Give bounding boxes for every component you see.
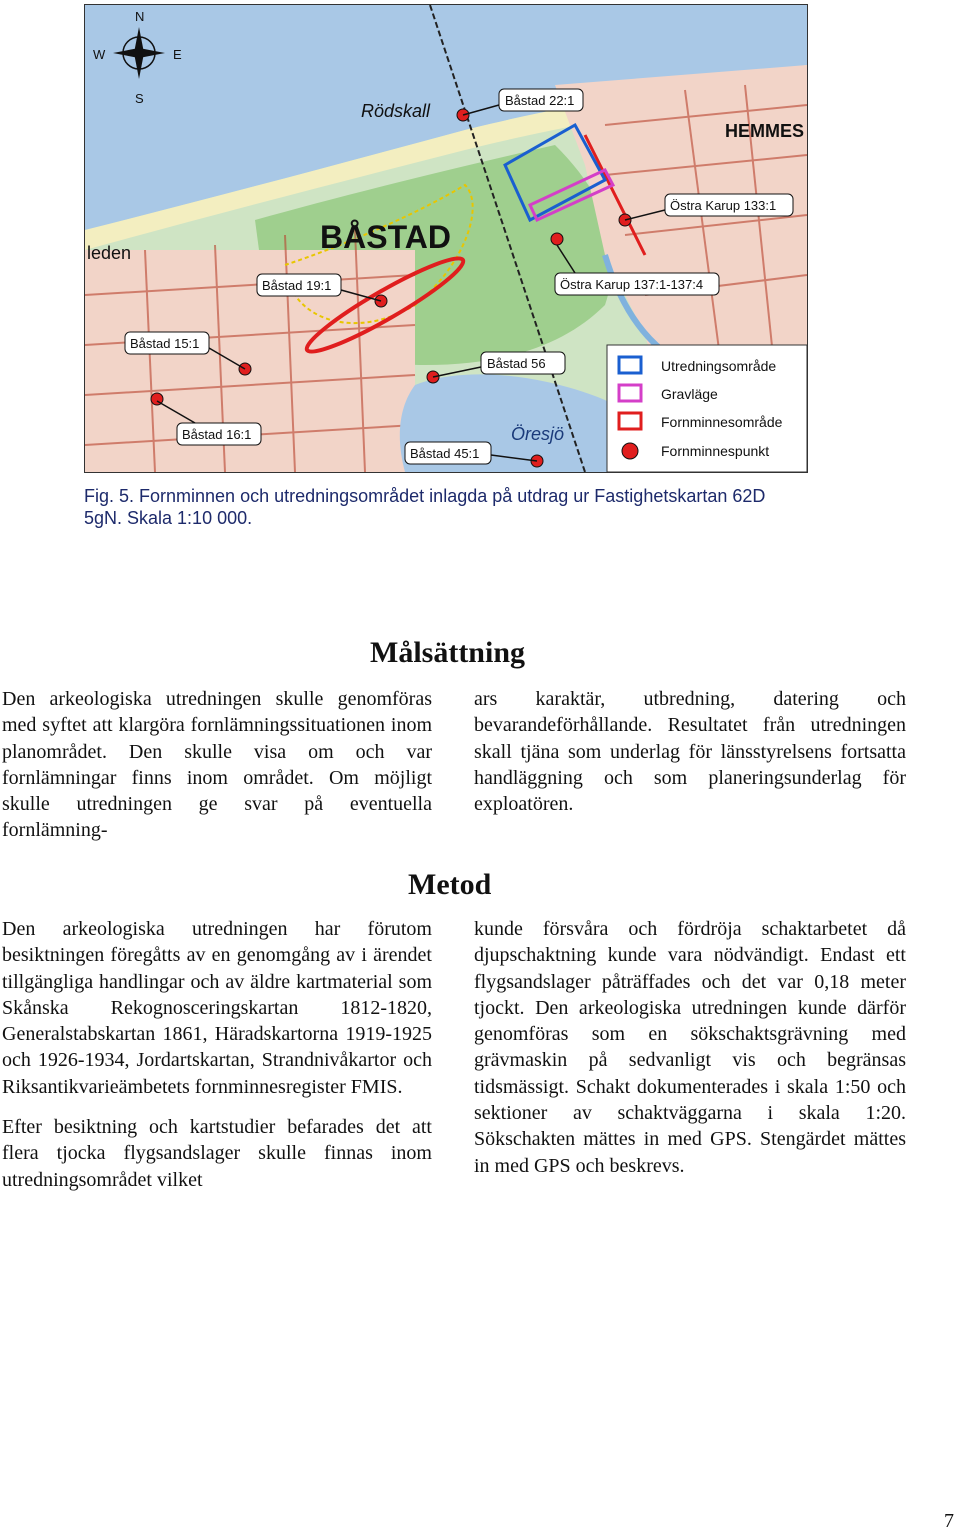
site-label-bastad-22: Båstad 22:1 <box>505 93 575 108</box>
metod-left-paragraph-1: Den arkeologiska utredningen har förutom besiktningen föregåtts av en genomgång av i ärendet tillgängliga handlingar och av äldre kartmaterial som Skånska Rekognosceringskartan 1812-1820, Generalstabskartan 1861, Häradskartorna 1919-1925 och 1926-1934, Jordartskartan, Strandnivåkartor och Riksantikvarieämbetets fornminnesregister FMIS. <box>2 918 432 1098</box>
metod-left-paragraph-2: Efter besiktning och kartstudier befarades det att flera tjocka flygsandslager skulle finnas inom utredningsområdet vilket <box>2 1116 432 1191</box>
compass-s: S <box>135 91 144 106</box>
place-rodskall: Rödskall <box>361 101 431 121</box>
compass-e: E <box>173 47 182 62</box>
legend-label-fornminnesomrade: Fornminnesområde <box>661 414 783 430</box>
place-oresjo: Öresjö <box>511 424 565 444</box>
place-leden: leden <box>87 243 132 263</box>
fornminnespunkt-ostra-karup-137 <box>551 233 563 245</box>
compass-w: W <box>93 47 106 62</box>
site-label-bastad-16: Båstad 16:1 <box>182 427 252 442</box>
heading-metod: Metod <box>408 868 492 901</box>
map-figure <box>84 4 808 473</box>
figure-caption: Fig. 5. Fornminnen och utredningsområdet inlagda på utdrag ur Fastighetskartan 62D 5gN. Skala 1:10 000. <box>84 486 766 528</box>
place-bastad: BÅSTAD <box>320 219 451 255</box>
metod-right-column <box>474 916 906 1193</box>
malsattning-left-column <box>2 686 432 858</box>
legend-swatch-fornminnespunkt <box>622 443 638 459</box>
site-label-bastad-15: Båstad 15:1 <box>130 336 200 351</box>
page-number: 7 <box>944 1510 954 1532</box>
malsattning-right-column <box>474 686 906 831</box>
legend-label-fornminnespunkt: Fornminnespunkt <box>661 443 770 459</box>
legend-label-gravlage: Gravläge <box>661 386 718 402</box>
malsattning-right-text: ars karaktär, utbredning, datering och bevarandeförhållande. Resultatet från utredningen skall tjäna som underlag för länsstyrelsens fortsatta handläggning och som planeringsunderlag för exploatören. <box>474 688 906 816</box>
site-label-bastad-45: Båstad 45:1 <box>410 446 480 461</box>
metod-left-column <box>2 916 432 1207</box>
map-image <box>85 5 807 472</box>
compass-n: N <box>135 9 145 24</box>
site-label-ostra-karup-137: Östra Karup 137:1-137:4 <box>560 277 704 292</box>
site-label-bastad-56: Båstad 56 <box>487 356 546 371</box>
metod-right-text: kunde försvåra och fördröja schaktarbetet då djupschaktning kunde vara nödvändigt. Endast ett flygsandslager påträffades och det var 0,18 meter tjockt. Den arkeologiska utredningen kunde därför genomföras som en sökschaktsgrävning med grävmaskin på sedvanligt vis och begränsas tidsmässigt. Schakt dokumenterades i skala 1:50 och sektioner av schaktväggarna i skala 1:20. Sökschakten mättes in med GPS. Stengärdet mättes in med GPS och beskrevs. <box>474 918 906 1177</box>
site-label-ostra-karup-133: Östra Karup 133:1 <box>670 198 777 213</box>
legend-label-utredningsomrade: Utredningsområde <box>661 358 777 374</box>
place-hemmes: HEMMES <box>725 121 805 141</box>
site-label-bastad-19: Båstad 19:1 <box>262 278 332 293</box>
malsattning-left-text: Den arkeologiska utredningen skulle genomföras med syftet att klargöra fornlämningssituationen inom planområdet. Den skulle visa om och var fornlämningar finns inom området. Om möjligt skulle utredningen ge svar på eventuella fornlämning- <box>2 688 432 842</box>
heading-malsattning: Målsättning <box>370 636 526 669</box>
